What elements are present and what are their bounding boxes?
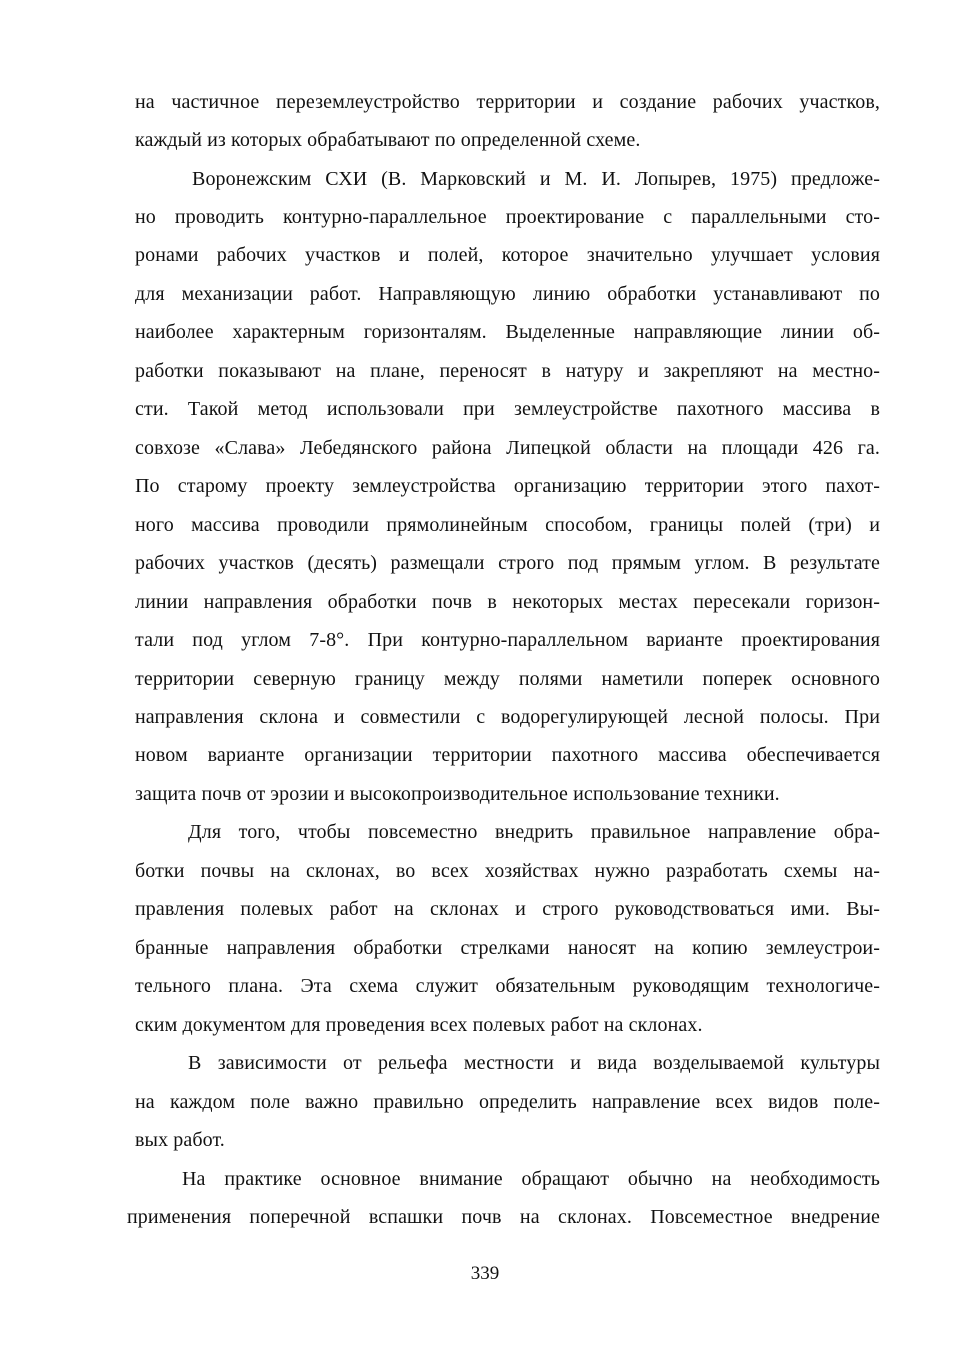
text-line: В зависимости от рельефа местности и вида возделываемой культуры <box>188 1052 880 1074</box>
text-line: ного массива проводили прямолинейным способом, границы полей (три) и <box>135 514 880 536</box>
text-line: линии направления обработки почв в некоторых местах пересекали горизон- <box>135 591 880 613</box>
text-line: для механизации работ. Направляющую линию обработки устанавливают по <box>135 283 880 305</box>
page-number: 339 <box>470 1263 500 1284</box>
text-line: применения поперечной вспашки почв на склонах. Повсеместное внедрение <box>127 1206 880 1228</box>
text-line: направления склона и совместили с водорегулирующей лесной полосы. При <box>135 706 880 728</box>
text-line: Для того, чтобы повсеместно внедрить правильное направление обра- <box>188 821 880 843</box>
text-line: По старому проекту землеустройства организацию территории этого пахот- <box>135 475 880 497</box>
text-line: правления полевых работ на склонах и строго руководствоваться ими. Вы- <box>135 898 880 920</box>
text-line: рабочих участков (десять) размещали строго под прямым углом. В результате <box>135 552 880 574</box>
text-line: на каждом поле важно правильно определить направление всех видов поле- <box>135 1091 880 1113</box>
text-line: Воронежским СХИ (В. Марковский и М. И. Лопырев, 1975) предложе- <box>192 168 880 190</box>
text-line: наиболее характерным горизонталям. Выделенные направляющие линии об- <box>135 321 880 343</box>
text-line: сти. Такой метод использовали при землеустройстве пахотного массива в <box>135 398 880 420</box>
text-line: На практике основное внимание обращают обычно на необходимость <box>182 1168 880 1190</box>
text-line: тали под углом 7-8°. При контурно-параллельном варианте проектирования <box>135 629 880 651</box>
text-line: ронами рабочих участков и полей, которое значительно улучшает условия <box>135 244 880 266</box>
text-line: ботки почвы на склонах, во всех хозяйствах нужно разработать схемы на- <box>135 860 880 882</box>
text-line: на частичное переземлеустройство территории и создание рабочих участков, <box>135 91 880 113</box>
text-line: бранные направления обработки стрелками наносят на копию землеустрои- <box>135 937 880 959</box>
text-line: тельного плана. Эта схема служит обязательным руководящим технологиче- <box>135 975 880 997</box>
text-line: работки показывают на плане, переносят в натуру и закрепляют на местно- <box>135 360 880 382</box>
text-line: но проводить контурно-параллельное проектирование с параллельными сто- <box>135 206 880 228</box>
text-line: территории северную границу между полями наметили поперек основного <box>135 668 880 690</box>
text-line: защита почв от эрозии и высокопроизводительное использование техники. <box>135 783 780 805</box>
text-line: каждый из которых обрабатывают по определенной схеме. <box>135 129 641 151</box>
text-line: вых работ. <box>135 1129 225 1151</box>
text-line: совхозе «Слава» Лебедянского района Липецкой области на площади 426 га. <box>135 437 880 459</box>
text-line: ским документом для проведения всех полевых работ на склонах. <box>135 1014 703 1036</box>
text-line: новом варианте организации территории пахотного массива обеспечивается <box>135 744 880 766</box>
